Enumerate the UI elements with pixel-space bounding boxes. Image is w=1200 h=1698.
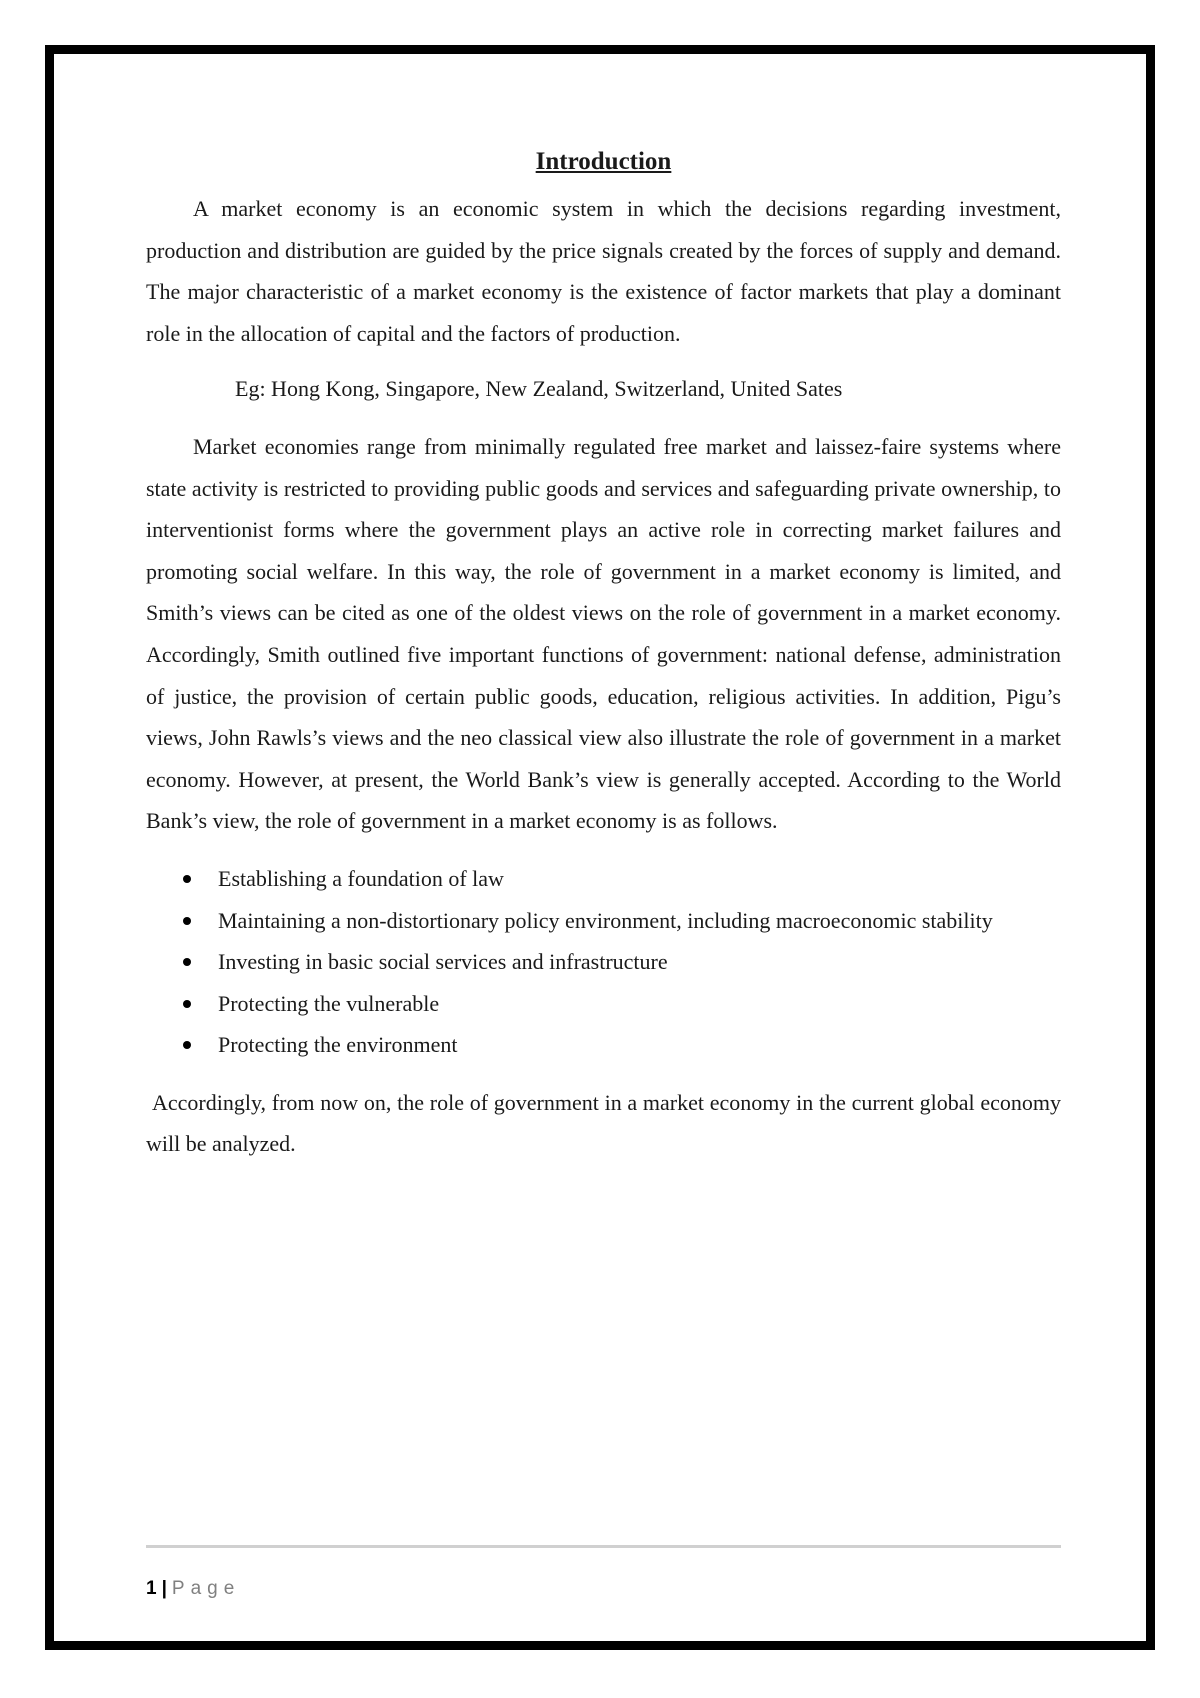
- document-body: [146, 140, 1061, 1181]
- list-item: [146, 983, 1061, 1025]
- page-number: 1: [146, 1578, 157, 1599]
- closing-paragraph: Accordingly, from now on, the role of government in a market economy in the current global economy will be analyzed.: [146, 1089, 1061, 1157]
- list-item: [146, 1024, 1061, 1066]
- list-item-text: Maintaining a non-distortionary policy environment, including macroeconomic stability: [218, 907, 993, 933]
- footer-separator: |: [161, 1578, 167, 1599]
- bullet-icon: [183, 958, 191, 966]
- list-item: [146, 941, 1061, 983]
- bullet-icon: [183, 875, 191, 883]
- page-footer: [146, 1578, 240, 1600]
- list-item-text: Protecting the environment: [218, 1032, 458, 1058]
- page-title: Introduction: [535, 148, 672, 175]
- market-economies-paragraph: Market economies range from minimally regulated free market and laissez-faire systems where state activity is restricted to providing public goods and services and safeguarding private ownership, to interventionist forms where the government plays an active role in correcting market failures and promoting social welfare. In this way, the role of government in a market economy is limited, and Smith’s views can be cited as one of the oldest views on the role of government in a market economy. Accordingly, Smith outlined five important functions of government: national defense, administration of justice, the provision of certain public goods, education, religious activities. In addition, Pigu’s views, John Rawls’s views and the neo classical view also illustrate the role of government in a market economy. However, at present, the World Bank’s view is generally accepted. According to the World Bank’s view, the role of government in a market economy is as follows.: [146, 433, 1061, 834]
- list-item: [146, 858, 1061, 900]
- page-label: Page: [171, 1578, 241, 1599]
- government-roles-list: [146, 858, 1061, 1066]
- list-item-text: Investing in basic social services and infrastructure: [218, 949, 668, 975]
- bullet-icon: [183, 1041, 191, 1049]
- bullet-icon: [183, 1000, 191, 1008]
- list-item-text: Protecting the vulnerable: [218, 990, 440, 1016]
- example-line: Eg: Hong Kong, Singapore, New Zealand, Switzerland, United Sates: [235, 376, 843, 402]
- list-item-text: Establishing a foundation of law: [218, 865, 504, 891]
- list-item: [146, 900, 1061, 942]
- intro-paragraph: A market economy is an economic system in which the decisions regarding investment, production and distribution are guided by the price signals created by the forces of supply and demand. The major characteristic of a market economy is the existence of factor markets that play a dominant role in the allocation of capital and the factors of production.: [146, 196, 1061, 346]
- footer-divider: [146, 1545, 1061, 1548]
- bullet-icon: [183, 917, 191, 925]
